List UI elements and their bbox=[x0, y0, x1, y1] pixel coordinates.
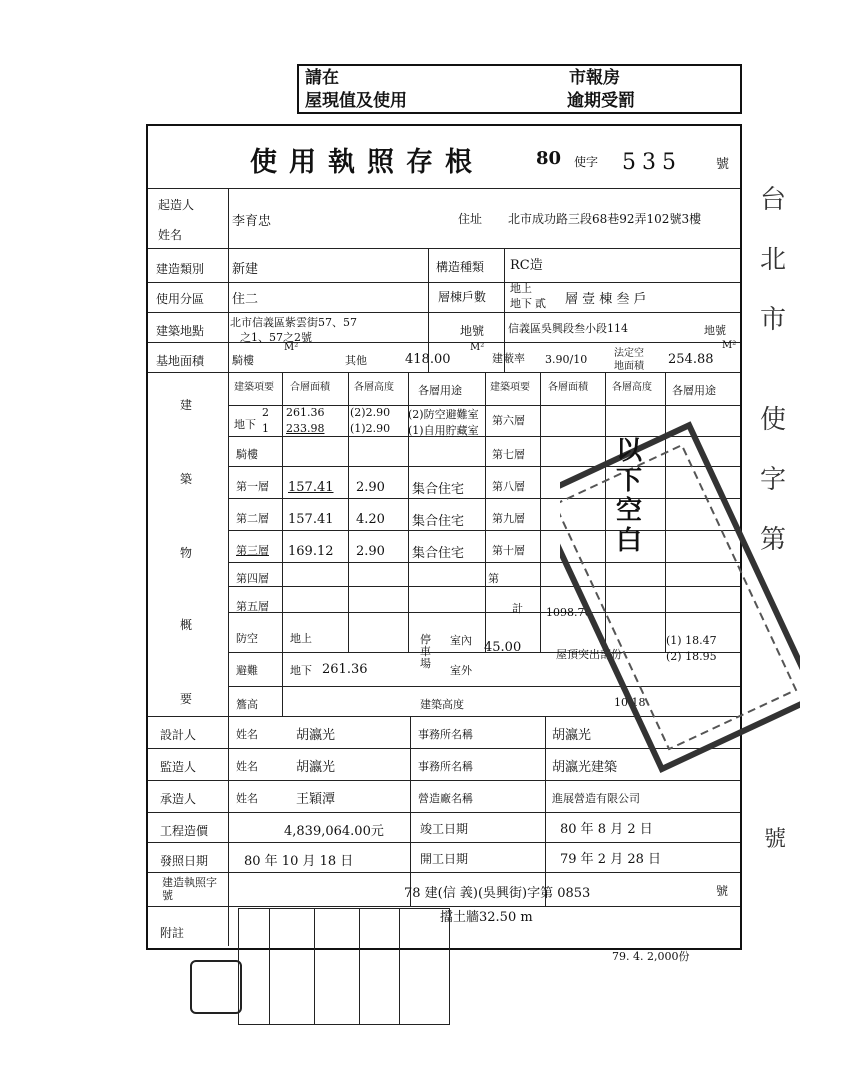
rule bbox=[148, 248, 740, 249]
print-run: 79. 4. 2,000份 bbox=[612, 950, 690, 963]
head-height-2: 各層高度 bbox=[612, 382, 652, 393]
complete-value: 80 年 8 月 2 日 bbox=[560, 822, 653, 837]
building-height-value: 10.18 bbox=[614, 696, 646, 709]
shelter-below-value: 261.36 bbox=[322, 662, 368, 677]
basement-area-2: 261.36 bbox=[286, 406, 325, 419]
document-title: 使用執照存根 bbox=[250, 147, 484, 178]
supervisor-office: 胡瀛光建築 bbox=[552, 760, 618, 775]
contractor-label: 承造人 bbox=[160, 792, 197, 806]
contractor-company: 進展營造有限公司 bbox=[552, 792, 640, 805]
rule bbox=[148, 342, 740, 343]
total-value: 1098.70 bbox=[546, 606, 592, 619]
builder-name: 李育忠 bbox=[232, 214, 272, 229]
structure-label: 構造種類 bbox=[436, 260, 485, 274]
floor-2-height: 4.20 bbox=[356, 512, 385, 527]
basement-use-2: (2)防空避難室 bbox=[408, 408, 479, 421]
margin-text-3: 號 bbox=[764, 827, 787, 852]
rule bbox=[399, 909, 400, 1024]
floor-1-height: 2.90 bbox=[356, 480, 385, 495]
total-label: 計 bbox=[512, 602, 523, 615]
seal-icon bbox=[190, 960, 242, 1014]
area-label: 基地面積 bbox=[156, 354, 205, 368]
build-type-label: 建造類別 bbox=[156, 262, 205, 276]
basement-h-1: (1)2.90 bbox=[350, 422, 391, 435]
floor-1-label: 第一層 bbox=[236, 480, 269, 493]
notice-banner bbox=[297, 64, 742, 114]
open-label-2: 地面積 bbox=[614, 361, 644, 372]
floor-6-label: 第六層 bbox=[492, 414, 525, 427]
address-label: 住址 bbox=[458, 212, 483, 226]
builder-label-1: 起造人 bbox=[158, 198, 195, 212]
coverage-label: 建蔽率 bbox=[492, 352, 525, 365]
roof-2: (2) 18.95 bbox=[666, 650, 717, 663]
designer-name-label: 姓名 bbox=[236, 728, 258, 741]
parking-label: 停車場 bbox=[420, 633, 431, 670]
shelter-below: 地下 bbox=[290, 664, 312, 677]
complete-label: 竣工日期 bbox=[420, 822, 469, 836]
rule bbox=[148, 372, 740, 373]
roof-label: 屋頂突出部份 bbox=[556, 648, 622, 661]
start-label: 開工日期 bbox=[420, 852, 469, 866]
arcade-label: 騎樓 bbox=[236, 448, 258, 461]
floor-8-label: 第八層 bbox=[492, 480, 525, 493]
parking-out: 室外 bbox=[450, 664, 472, 677]
open-unit: M² bbox=[722, 340, 737, 351]
area-arcade-unit: M² bbox=[284, 342, 299, 353]
address-value: 北市成功路三段68巷92弄102號3樓 bbox=[508, 212, 702, 226]
rule bbox=[269, 909, 270, 1024]
open-value: 254.88 bbox=[668, 352, 714, 367]
rule bbox=[359, 909, 360, 1024]
banner-line-2: 屋現值及使用 逾期受罰 bbox=[305, 91, 635, 111]
open-label-1: 法定空 bbox=[614, 348, 644, 359]
side-label: 建 bbox=[180, 398, 193, 412]
head-item: 建築項要 bbox=[234, 382, 274, 393]
basement-label: 地下 bbox=[234, 418, 256, 431]
parking-in-value: 45.00 bbox=[484, 640, 522, 655]
land-suffix: 地號 bbox=[704, 324, 726, 337]
banner-line-1: 請在 市報房 bbox=[305, 68, 620, 88]
shelter-label-2: 避難 bbox=[236, 664, 258, 677]
title-number: 535 bbox=[622, 150, 682, 175]
basement-area-1: 233.98 bbox=[286, 422, 325, 435]
floor-3-label: 第三層 bbox=[236, 544, 269, 557]
area-arcade: 騎樓 bbox=[232, 354, 254, 367]
contractor-name: 王穎潭 bbox=[296, 792, 336, 807]
site-value-1: 北市信義區紫雲街57、57 bbox=[230, 316, 357, 329]
basement-use-1: (1)自用貯藏室 bbox=[408, 424, 479, 437]
approval-stamp-grid bbox=[238, 908, 450, 1025]
eave-height-label: 簷高 bbox=[236, 698, 258, 711]
permit-suffix: 號 bbox=[716, 884, 729, 898]
note-label: 附註 bbox=[160, 926, 185, 940]
head-height: 各層高度 bbox=[354, 382, 394, 393]
margin-stamp bbox=[750, 150, 820, 870]
side-label: 築 bbox=[180, 472, 193, 486]
start-value: 79 年 2 月 28 日 bbox=[560, 852, 662, 867]
supervisor-label: 監造人 bbox=[160, 760, 197, 774]
floor-2-label: 第二層 bbox=[236, 512, 269, 525]
floor-2-area: 157.41 bbox=[288, 512, 334, 527]
permit-label: 建造執照字號 bbox=[162, 876, 217, 902]
floor-2-use: 集合住宅 bbox=[412, 514, 465, 529]
floors-above: 地上 bbox=[510, 282, 532, 295]
rule bbox=[148, 872, 740, 873]
rule bbox=[540, 372, 541, 652]
designer-name: 胡瀛光 bbox=[296, 728, 336, 743]
supervisor-name: 胡瀛光 bbox=[296, 760, 336, 775]
floors-below: 地下 bbox=[510, 297, 532, 310]
cost-label: 工程造價 bbox=[160, 824, 209, 838]
designer-label: 設計人 bbox=[160, 728, 197, 742]
title-suffix: 號 bbox=[716, 157, 730, 172]
title-use-char: 使字 bbox=[574, 155, 599, 169]
land-value: 信義區吳興段叁小段114 bbox=[508, 322, 628, 335]
supervisor-name-label: 姓名 bbox=[236, 760, 258, 773]
floor-1-use: 集合住宅 bbox=[412, 482, 465, 497]
rule bbox=[228, 188, 229, 946]
rule bbox=[148, 282, 740, 283]
cost-value: 4,839,064.00元 bbox=[284, 824, 384, 839]
coverage-value: 3.90/10 bbox=[545, 353, 588, 366]
title-year: 80 bbox=[536, 148, 562, 169]
head-area-2: 各層面積 bbox=[548, 382, 588, 393]
margin-text-2: 使字第 bbox=[760, 405, 787, 555]
building-height-label: 建築高度 bbox=[420, 698, 464, 711]
contractor-company-label: 營造廠名稱 bbox=[418, 792, 473, 805]
permit-value: 78 建(信 義)(吳興街)字第 0853 bbox=[404, 886, 591, 901]
rule bbox=[148, 812, 740, 813]
basement-h-2: (2)2.90 bbox=[350, 406, 391, 419]
side-label: 要 bbox=[180, 692, 193, 706]
head-use-2: 各層用途 bbox=[672, 384, 716, 397]
stamp-text: 以下空白 bbox=[616, 436, 643, 556]
basement-1: 1 bbox=[262, 422, 269, 435]
floor-5-label: 第五層 bbox=[236, 600, 269, 613]
side-label: 概 bbox=[180, 618, 193, 632]
side-label: 物 bbox=[180, 546, 193, 560]
parking-in: 室內 bbox=[450, 634, 472, 647]
site-label: 建築地點 bbox=[156, 324, 205, 338]
issue-value: 80 年 10 月 18 日 bbox=[244, 854, 354, 869]
floor-10-label: 第十層 bbox=[492, 544, 525, 557]
builder-label-2: 姓名 bbox=[158, 228, 183, 242]
floor-3-area: 169.12 bbox=[288, 544, 334, 559]
contractor-name-label: 姓名 bbox=[236, 792, 258, 805]
rule bbox=[148, 312, 740, 313]
build-type-value: 新建 bbox=[232, 262, 259, 277]
floors-label: 層棟戶數 bbox=[438, 290, 487, 304]
rule bbox=[314, 909, 315, 1024]
structure-value: RC造 bbox=[510, 258, 543, 273]
note-value: 擋土牆32.50 m bbox=[440, 910, 533, 925]
roof-1: (1) 18.47 bbox=[666, 634, 717, 647]
rule bbox=[148, 188, 740, 189]
floor-1-area: 157.41 bbox=[288, 480, 334, 495]
head-use: 各層用途 bbox=[418, 384, 462, 397]
floor-7-label: 第七層 bbox=[492, 448, 525, 461]
floor-9-label: 第九層 bbox=[492, 512, 525, 525]
head-item-2: 建築項要 bbox=[490, 382, 530, 393]
rule bbox=[545, 716, 546, 906]
area-other: 其他 bbox=[345, 354, 367, 367]
area-other-unit: M² bbox=[470, 342, 485, 353]
rule bbox=[282, 372, 283, 716]
supervisor-office-label: 事務所名稱 bbox=[418, 760, 473, 773]
rule bbox=[348, 372, 349, 652]
area-other-value: 418.00 bbox=[405, 352, 451, 367]
floor-4-label: 第四層 bbox=[236, 572, 269, 585]
rule bbox=[148, 842, 740, 843]
floor-3-use: 集合住宅 bbox=[412, 546, 465, 561]
shelter-above: 地上 bbox=[290, 632, 312, 645]
margin-text-1: 台北市 bbox=[760, 185, 787, 335]
issue-label: 發照日期 bbox=[160, 854, 209, 868]
floor-extra-label: 第 bbox=[488, 572, 499, 585]
rule bbox=[410, 716, 411, 906]
rule bbox=[485, 372, 486, 652]
shelter-label-1: 防空 bbox=[236, 632, 258, 645]
designer-office-label: 事務所名稱 bbox=[418, 728, 473, 741]
zone-value: 住二 bbox=[232, 292, 259, 307]
head-area: 合層面積 bbox=[290, 382, 330, 393]
designer-office: 胡瀛光 bbox=[552, 728, 592, 743]
site-value-2: 之1、57之2號 bbox=[240, 331, 312, 344]
floor-3-height: 2.90 bbox=[356, 544, 385, 559]
land-label: 地號 bbox=[460, 324, 485, 338]
basement-2: 2 bbox=[262, 406, 269, 419]
zone-label: 使用分區 bbox=[156, 292, 205, 306]
floors-value: 層 壹 棟 叁 戶 bbox=[565, 292, 647, 307]
floors-below-count: 貳 bbox=[535, 297, 546, 310]
